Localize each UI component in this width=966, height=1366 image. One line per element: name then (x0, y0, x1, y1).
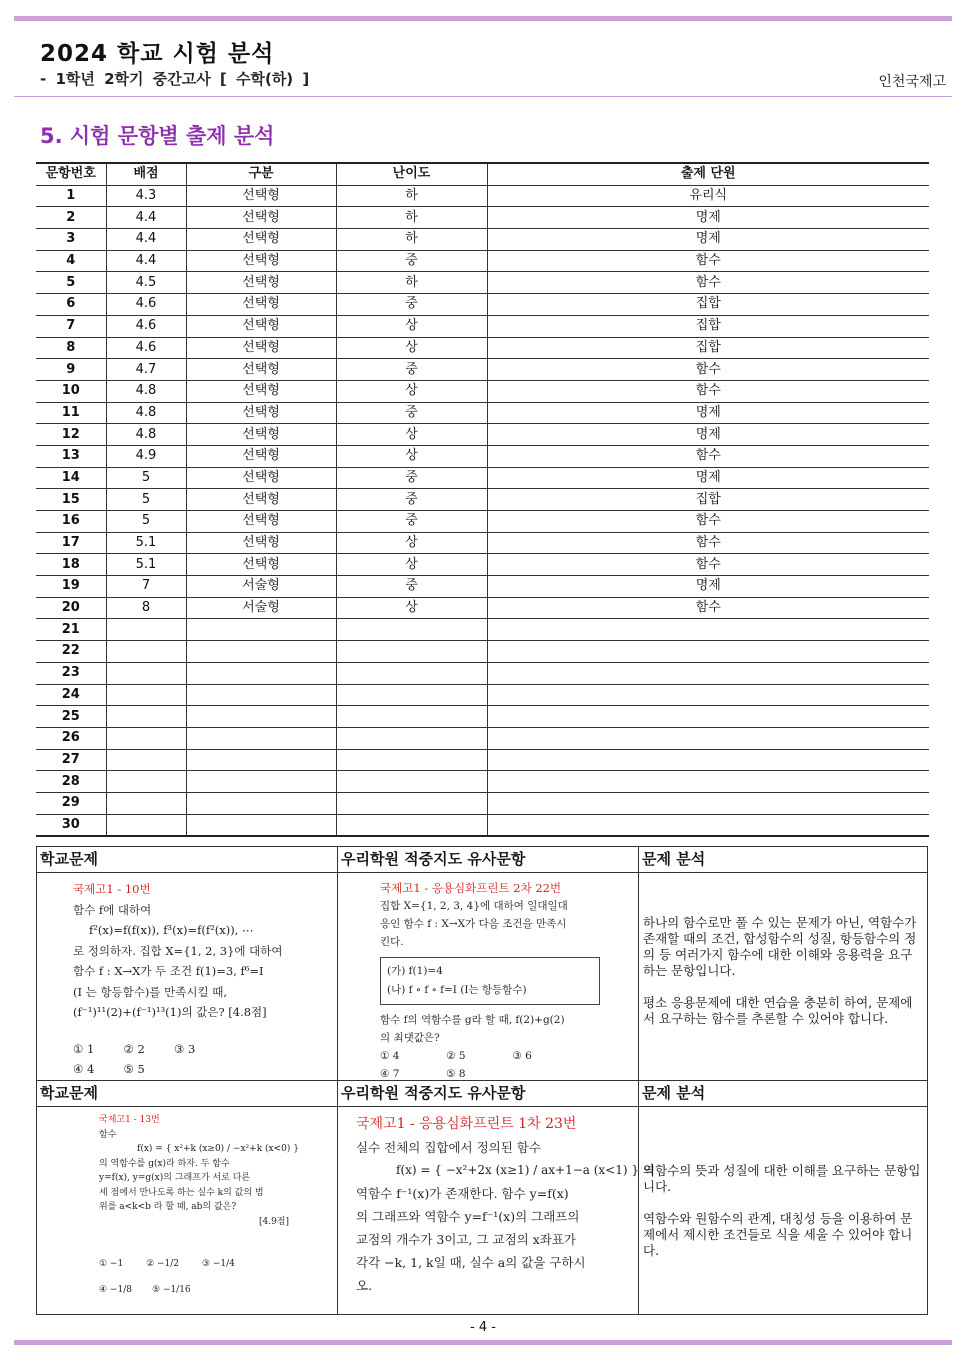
table-row (36, 706, 929, 728)
question-line: 함수 f : X→X가 두 조건 f(1)=3, f⁶=I (73, 964, 264, 978)
cell-points: 5 (106, 467, 186, 489)
cell-type: 선택형 (186, 315, 336, 337)
cell-number: 6 (36, 294, 106, 316)
cell-unit: 명제 (487, 402, 929, 424)
table-row (36, 597, 929, 619)
question-line: 의 최댓값은? (380, 1032, 440, 1044)
cell-type: 선택형 (186, 337, 336, 359)
question-tag: 국제고1 - 10번 (73, 882, 151, 896)
cell-unit (487, 792, 929, 814)
cell-difficulty: 중 (336, 402, 487, 424)
cell-unit: 집합 (487, 315, 929, 337)
cell-difficulty: 하 (336, 207, 487, 229)
cell-number: 14 (36, 467, 106, 489)
column-header: 문제 분석 (639, 1081, 927, 1107)
cell-unit (487, 814, 929, 836)
cell-points (106, 727, 186, 749)
header-divider (14, 96, 952, 97)
cell-type: 서술형 (186, 597, 336, 619)
question-table (36, 162, 929, 837)
column-header: 문제 분석 (639, 847, 927, 873)
cell-number: 29 (36, 792, 106, 814)
school-name: 인천국제고 (878, 74, 946, 90)
similar-question-column (337, 1081, 655, 1314)
table-row (36, 467, 929, 489)
cell-unit (487, 749, 929, 771)
cell-unit (487, 706, 929, 728)
cell-difficulty: 중 (336, 576, 487, 598)
cell-type: 선택형 (186, 445, 336, 467)
cell-difficulty: 하 (336, 229, 487, 251)
cell-points (106, 641, 186, 663)
cell-number: 10 (36, 380, 106, 402)
cell-difficulty: 상 (336, 445, 487, 467)
question-line: f(x) = { x²+k (x≥0) / −x²+k (x<0) } (137, 1144, 299, 1154)
cell-type: 선택형 (186, 272, 336, 294)
question-line: 오. (356, 1278, 373, 1293)
cell-unit: 명제 (487, 207, 929, 229)
cell-number: 18 (36, 554, 106, 576)
cell-unit: 함수 (487, 554, 929, 576)
column-header: 학교문제 (37, 847, 337, 873)
cell-type: 선택형 (186, 294, 336, 316)
cell-number: 7 (36, 315, 106, 337)
cell-number: 22 (36, 641, 106, 663)
cell-unit: 집합 (487, 294, 929, 316)
analysis-text (639, 915, 927, 1027)
analysis-block-2 (36, 1080, 928, 1315)
cell-type: 선택형 (186, 402, 336, 424)
table-row (36, 749, 929, 771)
cell-unit: 함수 (487, 597, 929, 619)
cell-type: 선택형 (186, 511, 336, 533)
answer-choices: ④ 7 ⑤ 8 (380, 1068, 466, 1080)
question-line: 역함수 f⁻¹(x)가 존재한다. 함수 y=f(x) (356, 1186, 569, 1201)
question-line: 교점의 개수가 3이고, 그 교점의 x좌표가 (356, 1232, 576, 1247)
cell-difficulty: 상 (336, 380, 487, 402)
analysis-paragraph: 역함수의 뜻과 성질에 대한 이해를 요구하는 문항입니다. (643, 1163, 921, 1194)
answer-choices: ④ −1/8 ⑤ −1/16 (99, 1285, 191, 1295)
question-points: [4.9점] (258, 1216, 289, 1227)
cell-number: 4 (36, 250, 106, 272)
cell-number: 2 (36, 207, 106, 229)
header-number: 문항번호 (36, 163, 106, 185)
question-line: 의 그래프와 역함수 y=f⁻¹(x)의 그래프의 (356, 1209, 580, 1224)
question-tag: 국제고1 - 응용심화프린트 2차 22번 (380, 881, 562, 895)
table-row (36, 576, 929, 598)
section-title: 5. 시험 문항별 출제 분석 (40, 124, 275, 148)
cell-type (186, 814, 336, 836)
table-row (36, 207, 929, 229)
condition-line: (가) f(1)=4 (387, 965, 443, 977)
cell-number: 21 (36, 619, 106, 641)
cell-points (106, 792, 186, 814)
table-row (36, 532, 929, 554)
cell-number: 28 (36, 771, 106, 793)
cell-number: 9 (36, 359, 106, 381)
table-row (36, 792, 929, 814)
cell-points: 8 (106, 597, 186, 619)
cell-type (186, 619, 336, 641)
condition-line: (나) f ∘ f ∘ f=I (I는 항등함수) (387, 984, 527, 996)
header-type: 구분 (186, 163, 336, 185)
cell-difficulty: 상 (336, 532, 487, 554)
analysis-column (638, 847, 927, 1080)
cell-unit: 함수 (487, 250, 929, 272)
cell-difficulty: 하 (336, 185, 487, 207)
cell-number: 3 (36, 229, 106, 251)
table-row (36, 684, 929, 706)
cell-unit: 명제 (487, 467, 929, 489)
school-question-column (37, 847, 337, 1080)
cell-difficulty: 중 (336, 359, 487, 381)
table-row (36, 315, 929, 337)
analysis-paragraph: 평소 응용문제에 대한 연습을 충분히 하여, 문제에서 요구하는 함수를 추론할 수 있어야 합니다. (643, 995, 913, 1026)
answer-choices: ① −1 ② −1/2 ③ −1/4 (99, 1259, 235, 1269)
cell-points: 4.8 (106, 424, 186, 446)
cell-type (186, 662, 336, 684)
cell-unit: 함수 (487, 445, 929, 467)
cell-unit: 명제 (487, 576, 929, 598)
table-header-row (36, 163, 929, 185)
question-line: 함수 f에 대하여 (73, 902, 152, 917)
cell-points: 4.4 (106, 229, 186, 251)
table-row (36, 727, 929, 749)
bottom-accent-bar (14, 1340, 952, 1345)
cell-type: 선택형 (186, 424, 336, 446)
cell-number: 16 (36, 511, 106, 533)
cell-difficulty: 하 (336, 272, 487, 294)
page-subtitle: - 1학년 2학기 중간고사 [ 수학(하) ] (40, 70, 310, 88)
cell-number: 13 (36, 445, 106, 467)
cell-number: 27 (36, 749, 106, 771)
question-line: 함수 (99, 1129, 117, 1140)
cell-points: 4.4 (106, 207, 186, 229)
cell-type: 선택형 (186, 532, 336, 554)
cell-unit: 함수 (487, 532, 929, 554)
cell-type: 선택형 (186, 359, 336, 381)
cell-number: 5 (36, 272, 106, 294)
cell-difficulty (336, 792, 487, 814)
table-row (36, 402, 929, 424)
cell-number: 15 (36, 489, 106, 511)
cell-points: 4.5 (106, 272, 186, 294)
cell-difficulty: 상 (336, 424, 487, 446)
cell-points (106, 684, 186, 706)
cell-points: 4.4 (106, 250, 186, 272)
answer-choices: ① 4 ② 5 ③ 6 (380, 1050, 532, 1062)
question-line: 킨다. (380, 936, 404, 948)
school-question (99, 1113, 299, 1303)
question-line: 의 역함수를 g(x)라 하자. 두 함수 (99, 1158, 230, 1169)
table-row (36, 554, 929, 576)
cell-points (106, 814, 186, 836)
answer-choices: ① 1 ② 2 ③ 3 (73, 1041, 196, 1056)
cell-number: 26 (36, 727, 106, 749)
analysis-paragraph: 역함수와 원함수의 관계, 대칭성 등을 이용하여 문제에서 제시한 조건들로 식을 세울 수 있어야 합니다. (643, 1211, 913, 1258)
question-line: f(x) = { −x²+2x (x≥1) / ax+1−a (x<1) } 의 (396, 1163, 655, 1177)
table-row (36, 641, 929, 663)
cell-points: 7 (106, 576, 186, 598)
cell-unit: 집합 (487, 489, 929, 511)
question-tag: 국제고1 - 응용심화프린트 1차 23번 (356, 1116, 577, 1132)
cell-difficulty: 상 (336, 315, 487, 337)
cell-points (106, 662, 186, 684)
cell-type: 선택형 (186, 467, 336, 489)
question-tag: 국제고1 - 13번 (99, 1115, 160, 1125)
cell-difficulty: 중 (336, 250, 487, 272)
cell-unit (487, 684, 929, 706)
answer-choices: ④ 4 ⑤ 5 (73, 1062, 145, 1076)
cell-difficulty (336, 619, 487, 641)
top-accent-bar (14, 16, 952, 21)
question-line: y=f(x), y=g(x)의 그래프가 서로 다른 (99, 1173, 251, 1183)
cell-unit (487, 771, 929, 793)
cell-difficulty (336, 814, 487, 836)
table-row (36, 489, 929, 511)
cell-number: 25 (36, 706, 106, 728)
cell-type: 선택형 (186, 250, 336, 272)
condition-box (380, 957, 600, 1005)
cell-unit (487, 727, 929, 749)
cell-points: 5.1 (106, 554, 186, 576)
cell-number: 20 (36, 597, 106, 619)
page-title: 2024 학교 시험 분석 (40, 41, 275, 67)
analysis-block-1 (36, 846, 928, 1081)
cell-points: 5.1 (106, 532, 186, 554)
similar-question-column (337, 847, 639, 1080)
cell-type (186, 684, 336, 706)
school-question (73, 879, 283, 1080)
cell-unit (487, 619, 929, 641)
analysis-column (638, 1081, 927, 1314)
cell-points: 4.9 (106, 445, 186, 467)
question-line: 각각 −k, 1, k일 때, 실수 a의 값을 구하시 (356, 1255, 586, 1270)
cell-type: 선택형 (186, 380, 336, 402)
question-line: (f⁻¹)¹¹(2)+(f⁻¹)¹³(1)의 값은? [4.8점] (73, 1005, 267, 1019)
table-row (36, 814, 929, 836)
cell-difficulty: 중 (336, 511, 487, 533)
question-line: 집합 X={1, 2, 3, 4}에 대하여 일대일대 (380, 900, 568, 912)
column-header: 우리학원 적중지도 유사문항 (338, 847, 639, 873)
table-row (36, 359, 929, 381)
table-row (36, 619, 929, 641)
cell-type (186, 727, 336, 749)
cell-points: 4.6 (106, 315, 186, 337)
cell-number: 30 (36, 814, 106, 836)
table-row (36, 250, 929, 272)
cell-difficulty: 중 (336, 489, 487, 511)
header-difficulty: 난이도 (336, 163, 487, 185)
cell-points: 4.8 (106, 380, 186, 402)
cell-number: 8 (36, 337, 106, 359)
question-line: 세 점에서 만나도록 하는 실수 k의 값의 범 (99, 1187, 264, 1198)
question-line: 위를 a<k<b 라 할 때, ab의 값은? (99, 1202, 237, 1212)
cell-number: 1 (36, 185, 106, 207)
cell-unit: 명제 (487, 229, 929, 251)
question-line: 함수 f의 역함수를 g라 할 때, f(2)+g(2) (380, 1014, 565, 1026)
cell-points: 5 (106, 511, 186, 533)
table-row (36, 380, 929, 402)
cell-type (186, 792, 336, 814)
question-line: f²(x)=f(f(x)), f³(x)=f(f²(x)), ⋯ (89, 923, 254, 937)
question-line: 응인 함수 f : X→X가 다음 조건을 만족시 (380, 918, 567, 930)
analysis-text (639, 1163, 927, 1259)
cell-points: 4.6 (106, 294, 186, 316)
cell-points (106, 749, 186, 771)
cell-unit: 함수 (487, 272, 929, 294)
cell-type: 선택형 (186, 489, 336, 511)
table-row (36, 424, 929, 446)
question-line: (I 는 항등함수)를 만족시킬 때, (73, 984, 227, 999)
cell-difficulty: 상 (336, 554, 487, 576)
cell-points: 4.8 (106, 402, 186, 424)
header-points: 배점 (106, 163, 186, 185)
cell-points: 5 (106, 489, 186, 511)
cell-points (106, 706, 186, 728)
table-row (36, 662, 929, 684)
column-header: 학교문제 (37, 1081, 337, 1107)
cell-unit (487, 662, 929, 684)
similar-question (380, 879, 630, 1083)
cell-type: 선택형 (186, 185, 336, 207)
cell-difficulty (336, 727, 487, 749)
cell-type: 선택형 (186, 554, 336, 576)
cell-unit: 함수 (487, 511, 929, 533)
table-row (36, 445, 929, 467)
table-row (36, 294, 929, 316)
cell-type (186, 641, 336, 663)
table-row (36, 272, 929, 294)
cell-type: 선택형 (186, 229, 336, 251)
similar-question (356, 1113, 655, 1297)
cell-points (106, 619, 186, 641)
table-row (36, 337, 929, 359)
cell-unit: 유리식 (487, 185, 929, 207)
table-row (36, 229, 929, 251)
cell-unit: 집합 (487, 337, 929, 359)
cell-difficulty (336, 749, 487, 771)
cell-number: 24 (36, 684, 106, 706)
cell-difficulty (336, 771, 487, 793)
cell-points: 4.3 (106, 185, 186, 207)
cell-difficulty (336, 641, 487, 663)
cell-unit: 함수 (487, 359, 929, 381)
cell-type (186, 749, 336, 771)
table-row (36, 185, 929, 207)
cell-type: 선택형 (186, 207, 336, 229)
cell-difficulty (336, 706, 487, 728)
cell-number: 23 (36, 662, 106, 684)
cell-number: 11 (36, 402, 106, 424)
cell-difficulty (336, 662, 487, 684)
cell-points (106, 771, 186, 793)
cell-unit: 명제 (487, 424, 929, 446)
column-header: 우리학원 적중지도 유사문항 (338, 1081, 639, 1107)
cell-difficulty: 상 (336, 337, 487, 359)
cell-number: 19 (36, 576, 106, 598)
analysis-paragraph: 하나의 함수로만 풀 수 있는 문제가 아닌, 역함수가 존재할 때의 조건, 합성함수의 성질, 항등함수의 정의 등 여러가지 함수에 대한 이해와 응용력을 요구하는 문항입니다. (643, 915, 917, 978)
cell-type (186, 771, 336, 793)
cell-difficulty: 상 (336, 597, 487, 619)
cell-points: 4.6 (106, 337, 186, 359)
question-line: 로 정의하자. 집합 X={1, 2, 3}에 대하여 (73, 943, 283, 958)
cell-number: 12 (36, 424, 106, 446)
cell-type: 서술형 (186, 576, 336, 598)
table-row (36, 771, 929, 793)
cell-difficulty: 중 (336, 294, 487, 316)
cell-unit (487, 641, 929, 663)
cell-difficulty: 중 (336, 467, 487, 489)
school-question-column (37, 1081, 337, 1314)
cell-difficulty (336, 684, 487, 706)
table-row (36, 511, 929, 533)
question-line: 실수 전체의 집합에서 정의된 함수 (356, 1140, 541, 1155)
page-number: - 4 - (470, 1320, 496, 1335)
cell-points: 4.7 (106, 359, 186, 381)
header-unit: 출제 단원 (487, 163, 929, 185)
cell-unit: 함수 (487, 380, 929, 402)
cell-type (186, 706, 336, 728)
cell-number: 17 (36, 532, 106, 554)
